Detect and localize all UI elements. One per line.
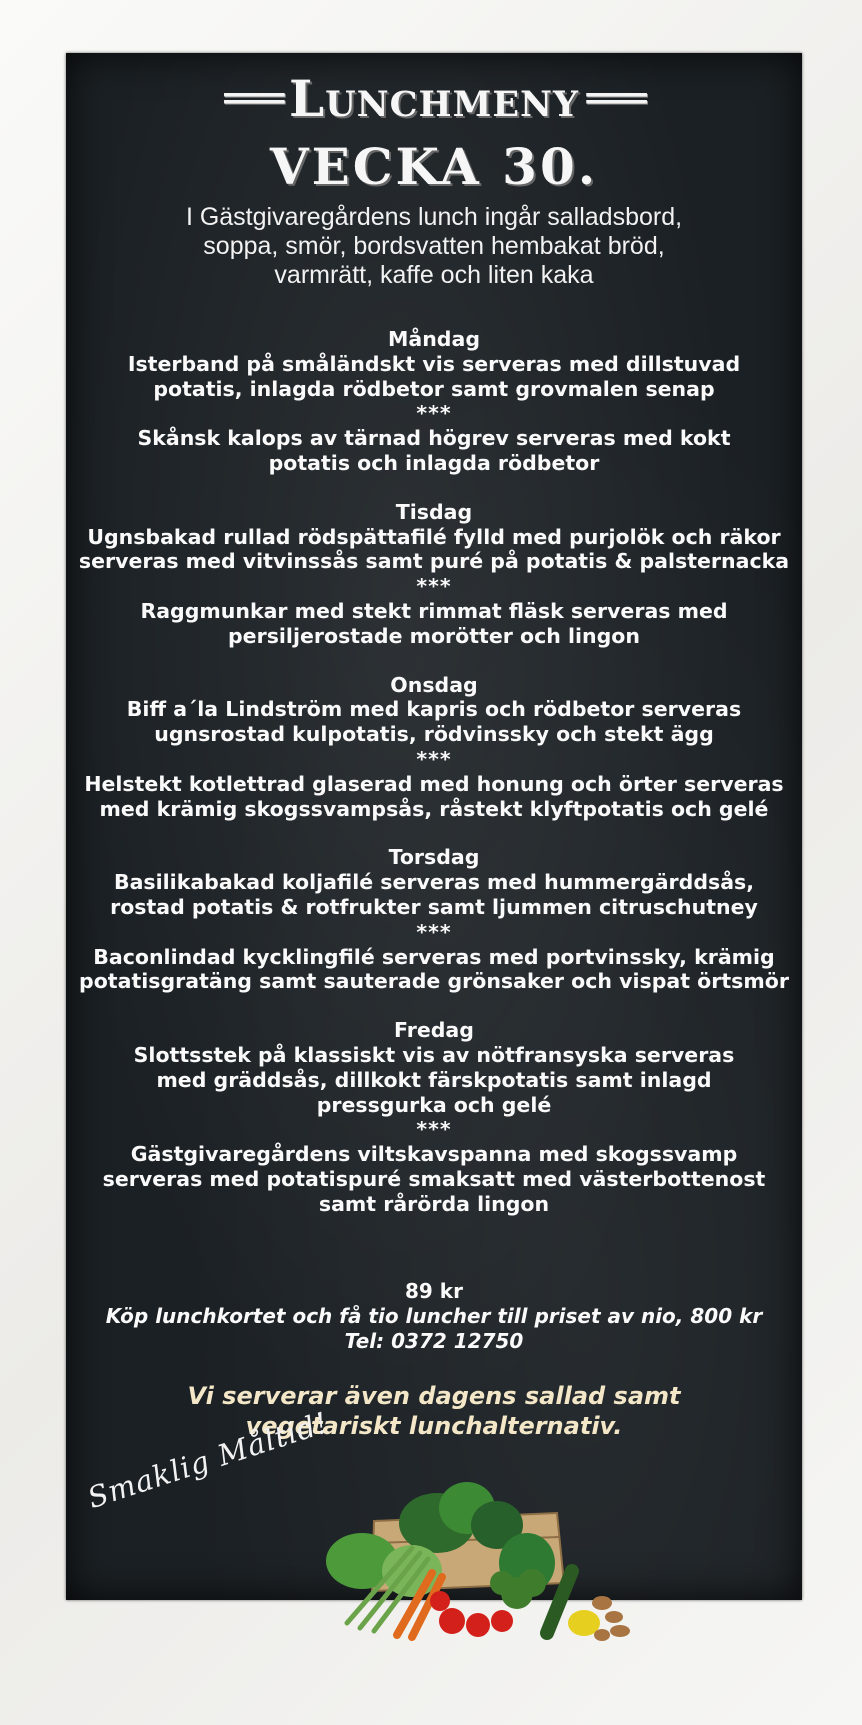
day-block-monday bbox=[66, 327, 802, 476]
title-dashes-left: ==== bbox=[222, 80, 283, 116]
day-heading: Tisdag bbox=[395, 499, 473, 524]
dish-line: pressgurka och gelé bbox=[316, 1092, 552, 1117]
dish-line: serveras med potatispuré smaksatt med västerbottenost bbox=[102, 1166, 766, 1191]
lunch-price: 89 kr bbox=[405, 1279, 463, 1303]
dish-separator: *** bbox=[416, 401, 452, 426]
dish-separator: *** bbox=[416, 919, 452, 944]
day-block-tuesday bbox=[66, 500, 802, 649]
intro-line: I Gästgivaregårdens lunch ingår salladsbord, bbox=[185, 203, 683, 231]
intro-text bbox=[106, 203, 762, 290]
intro-line: soppa, smör, bordsvatten hembakat bröd, bbox=[203, 232, 665, 260]
signoff-text: Smaklig Måltid! bbox=[83, 1405, 333, 1515]
dish-separator: *** bbox=[416, 1117, 452, 1142]
dish-line: persiljerostade morötter och lingon bbox=[228, 623, 640, 648]
salad-vegetarian-note bbox=[66, 1381, 802, 1441]
tomato-icon bbox=[430, 1591, 513, 1637]
dish-line: potatisgratäng samt sauterade grönsaker och vispat örtsmör bbox=[79, 969, 789, 994]
dish-line: ugnsrostad kulpotatis, rödvinssky och stekt ägg bbox=[154, 722, 714, 747]
dish-line: rostad potatis & rotfrukter samt ljummen citruschutney bbox=[110, 894, 758, 919]
day-heading: Måndag bbox=[387, 327, 480, 351]
dish-line: serveras med vitvinssås samt puré på potatis & palsternacka bbox=[78, 549, 790, 574]
title-row bbox=[66, 67, 802, 129]
dish-line: Helstekt kotlettrad glaserad med honung och örter serveras bbox=[84, 771, 784, 796]
dish-separator: *** bbox=[416, 574, 452, 599]
note-line: Vi serverar även dagens sallad samt bbox=[187, 1382, 681, 1410]
day-block-thursday bbox=[66, 845, 802, 994]
title-dashes-right: ==== bbox=[585, 80, 646, 116]
dish-line: Biff a´la Lindström med kapris och rödbetor serveras bbox=[126, 697, 742, 722]
price-info bbox=[66, 1279, 802, 1354]
phone-number: Tel: 0372 12750 bbox=[344, 1329, 524, 1353]
dish-line: med krämig skogssvampsås, råstekt klyftpotatis och gelé bbox=[99, 796, 769, 821]
chalkboard bbox=[66, 53, 802, 1600]
dish-line: potatis och inlagda rödbetor bbox=[268, 450, 600, 475]
dish-line: med gräddsås, dillkokt färskpotatis samt inlagd bbox=[156, 1067, 712, 1092]
day-heading: Onsdag bbox=[390, 672, 478, 697]
vegetable-crate-illustration bbox=[302, 1453, 632, 1643]
dish-line: Skånsk kalops av tärnad högrev serveras med kokt bbox=[137, 426, 731, 451]
weekly-menu bbox=[66, 327, 802, 1241]
dish-line: Baconlindad kycklingfilé serveras med portvinssky, krämig bbox=[93, 944, 775, 969]
day-heading: Torsdag bbox=[388, 845, 480, 870]
lunch-card-offer: Köp lunchkortet och få tio luncher till priset av nio, 800 kr bbox=[105, 1304, 763, 1328]
dish-line: Basilikabakad koljafilé serveras med hummergärddsås, bbox=[113, 870, 755, 895]
day-block-wednesday bbox=[66, 673, 802, 822]
dish-line: Slottsstek på klassiskt vis av nötfransyska serveras bbox=[133, 1042, 735, 1067]
day-block-friday bbox=[66, 1018, 802, 1216]
dish-line: potatis, inlagda rödbetor samt grovmalen senap bbox=[153, 376, 715, 401]
dish-line: Raggmunkar med stekt rimmat fläsk serveras med bbox=[140, 598, 728, 623]
day-heading: Fredag bbox=[394, 1018, 474, 1043]
dish-line: Isterband på småländskt vis serveras med dillstuvad bbox=[127, 351, 741, 376]
note-line: vegetariskt lunchalternativ. bbox=[245, 1412, 623, 1440]
page-title: Lunchmeny bbox=[289, 68, 579, 128]
dish-separator: *** bbox=[416, 746, 452, 771]
dish-line: Gästgivaregårdens viltskavspanna med skogssvamp bbox=[130, 1142, 738, 1167]
dish-line: samt rårörda lingon bbox=[318, 1191, 550, 1216]
intro-line: varmrätt, kaffe och liten kaka bbox=[274, 261, 594, 289]
dish-line: Ugnsbakad rullad rödspättafilé fylld med purjolök och räkor bbox=[87, 524, 781, 549]
week-number: VECKA 30. bbox=[269, 137, 599, 196]
